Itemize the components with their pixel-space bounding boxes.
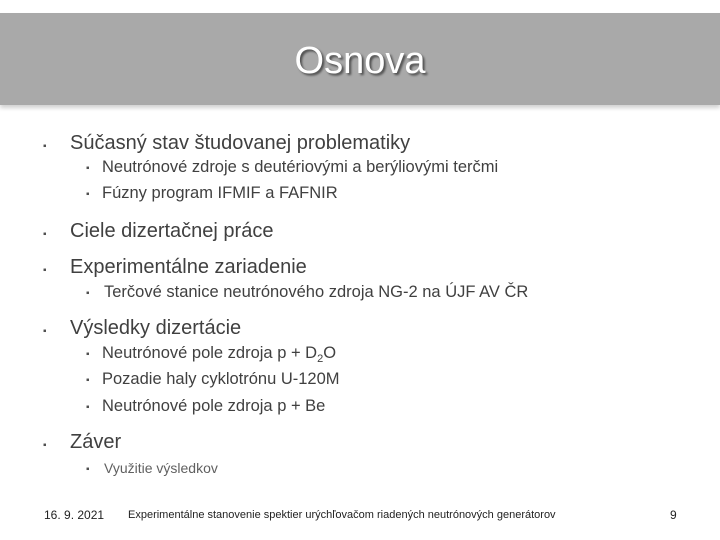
subitem-label: Fúzny program IFMIF a FAFNIR [102,184,338,202]
bullet-icon: ▪ [43,141,47,152]
subitem-label: Neutrónové pole zdroja p + Be [102,397,326,415]
bullet-icon: ▪ [86,288,90,299]
section-label: Ciele dizertačnej práce [70,220,274,242]
section-label: Experimentálne zariadenie [70,256,307,278]
bullet-icon: ▪ [86,163,90,174]
section-label: Súčasný stav študovanej problematiky [70,132,411,154]
bullet-icon: ▪ [43,326,47,337]
section-label: Záver [70,431,122,453]
bullet-icon: ▪ [86,375,90,386]
subitem-label: Terčové stanice neutrónového zdroja NG-2 na ÚJF AV ČR [104,283,529,301]
footer-date: 16. 9. 2021 [44,508,105,522]
bullet-icon: ▪ [86,189,90,200]
footer-title: Experimentálne stanovenie spektier urýchľovačom riadených neutrónových generátorov [128,509,556,521]
subitem-label: Neutrónové zdroje s deutériovými a berýliovými terčmi [102,158,499,176]
subitem-label: Využitie výsledkov [104,460,218,476]
bullet-icon: ▪ [43,229,47,240]
bullet-icon: ▪ [86,349,90,360]
bullet-icon: ▪ [43,440,47,451]
subitem-label: Pozadie haly cyklotrónu U-120M [102,370,340,388]
section-label: Výsledky dizertácie [70,317,242,339]
page-number: 9 [670,508,677,522]
slide-title: Osnova [294,40,426,82]
subitem-label-suffix: O [323,344,337,362]
bullet-icon: ▪ [86,402,90,413]
subscript: 2 [317,353,324,365]
subitem-label-text: Neutrónové pole zdroja p + D [102,344,318,362]
subitem-label [102,344,336,363]
bullet-icon: ▪ [86,464,90,475]
bullet-icon: ▪ [43,265,47,276]
